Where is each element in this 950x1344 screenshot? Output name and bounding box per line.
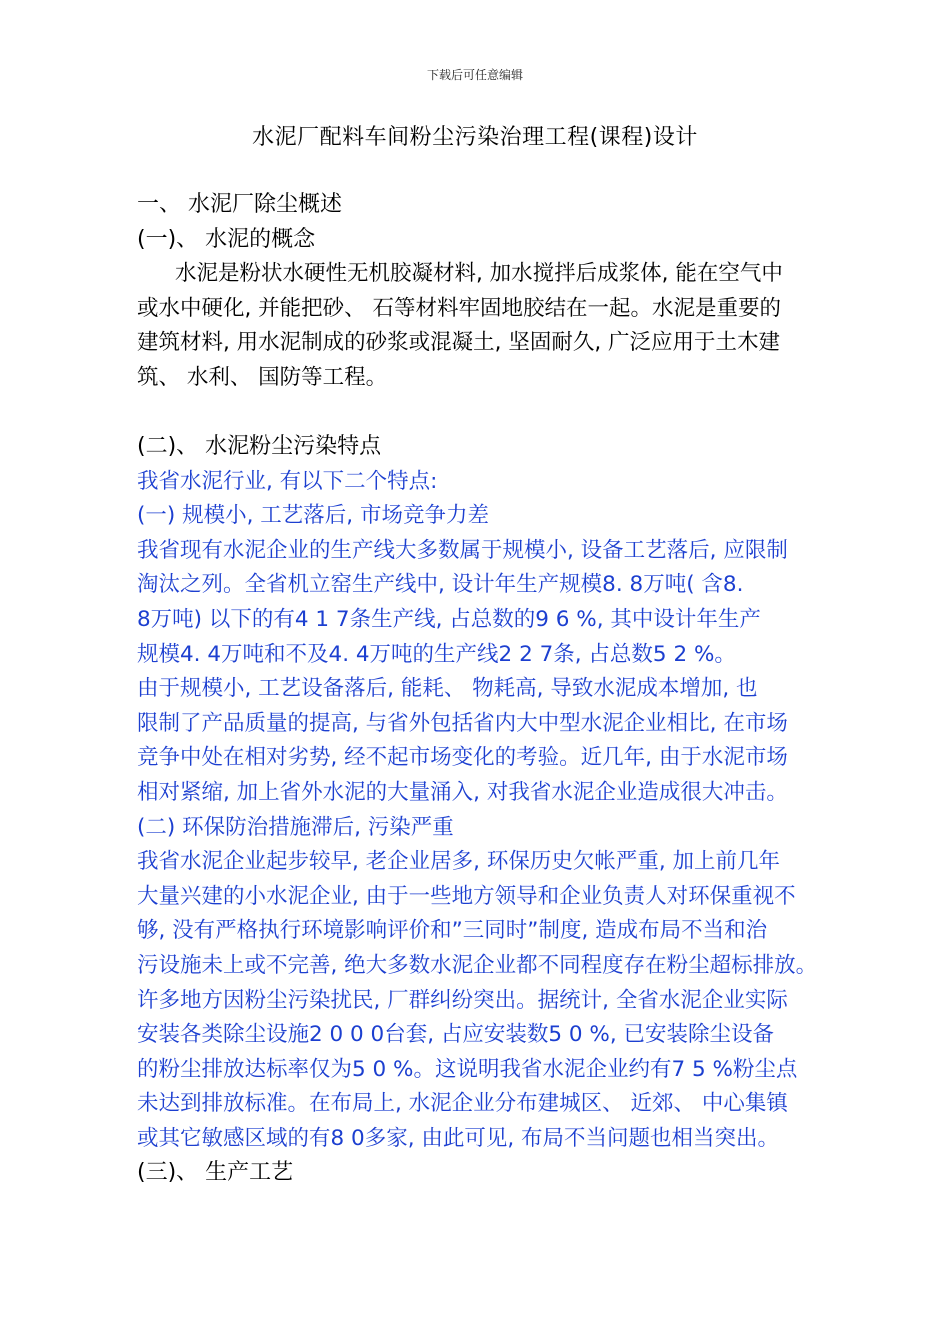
paragraph-line: 够, 没有严格执行环境影响评价和”三同时”制度, 造成布局不当和治: [137, 918, 768, 944]
section-overview: [137, 188, 867, 396]
paragraph-line: 污设施未上或不完善, 绝大多数水泥企业都不同程度存在粉尘超标排放。: [137, 952, 818, 978]
paragraph-line: 安装各类除尘设施2 0 0 0台套, 占应安装数5 0 %, 已安装除尘设备: [137, 1022, 775, 1048]
paragraph-line: 或水中硬化, 并能把砂、 石等材料牢固地胶结在一起。水泥是重要的: [137, 295, 782, 321]
paragraph-line: 规模4. 4万吨和不及4. 4万吨的生产线2 2 7条, 占总数5 2 %。: [137, 641, 736, 667]
section-heading-1: 一、 水泥厂除尘概述: [137, 192, 342, 217]
point-heading-2: (二) 环保防治措施滞后, 污染严重: [137, 814, 454, 840]
paragraph-line: 未达到排放标准。在布局上, 水泥企业分布建城区、 近郊、 中心集镇: [137, 1091, 788, 1117]
section-dust-pollution: [137, 430, 867, 1191]
paragraph-line: 限制了产品质量的提高, 与省外包括省内大中型水泥企业相比, 在市场: [137, 710, 788, 736]
paragraph-line: 水泥是粉状水硬性无机胶凝材料, 加水搅拌后成浆体, 能在空气中: [175, 261, 783, 287]
subsection-heading-production-process: (三)、 生产工艺: [137, 1160, 294, 1186]
paragraph-line: 我省水泥企业起步较早, 老企业居多, 环保历史欠帐严重, 加上前几年: [137, 849, 781, 875]
paragraph-line: 筑、 水利、 国防等工程。: [137, 364, 388, 390]
paragraph-line: 竞争中处在相对劣势, 经不起市场变化的考验。近几年, 由于水泥市场: [137, 745, 788, 771]
paragraph-line: 大量兴建的小水泥企业, 由于一些地方领导和企业负责人对环保重视不: [137, 883, 796, 909]
point-heading-1: (一) 规模小, 工艺落后, 市场竞争力差: [137, 503, 489, 529]
paragraph-line: 或其它敏感区域的有8 0多家, 由此可见, 布局不当问题也相当突出。: [137, 1125, 780, 1151]
paragraph-line: 由于规模小, 工艺设备落后, 能耗、 物耗高, 导致水泥成本增加, 也: [137, 676, 758, 702]
subsection-heading-dust-features: (二)、 水泥粉尘污染特点: [137, 434, 382, 459]
paragraph-line: 建筑材料, 用水泥制成的砂浆或混凝土, 坚固耐久, 广泛应用于土木建: [137, 330, 781, 356]
paragraph-line: 我省现有水泥企业的生产线大多数属于规模小, 设备工艺落后, 应限制: [137, 537, 788, 563]
paragraph-line: 淘汰之列。全省机立窑生产线中, 设计年生产规模8. 8万吨( 含8.: [137, 572, 744, 598]
paragraph-line: 的粉尘排放达标率仅为5 0 %。这说明我省水泥企业约有7 5 %粉尘点: [137, 1056, 798, 1082]
document-title: 水泥厂配料车间粉尘污染治理工程(课程)设计: [252, 125, 698, 150]
intro-line: 我省水泥行业, 有以下二个特点:: [137, 468, 438, 494]
paragraph-line: 相对紧缩, 加上省外水泥的大量涌入, 对我省水泥企业造成很大冲击。: [137, 779, 788, 805]
subsection-heading-cement-concept: (一)、 水泥的概念: [137, 226, 316, 252]
header-note: 下载后可任意编辑: [426, 68, 523, 82]
paragraph-line: 许多地方因粉尘污染扰民, 厂群纠纷突出。据统计, 全省水泥企业实际: [137, 987, 788, 1013]
paragraph-line: 8万吨) 以下的有4 1 7条生产线, 占总数的9 6 %, 其中设计年生产: [137, 606, 761, 632]
